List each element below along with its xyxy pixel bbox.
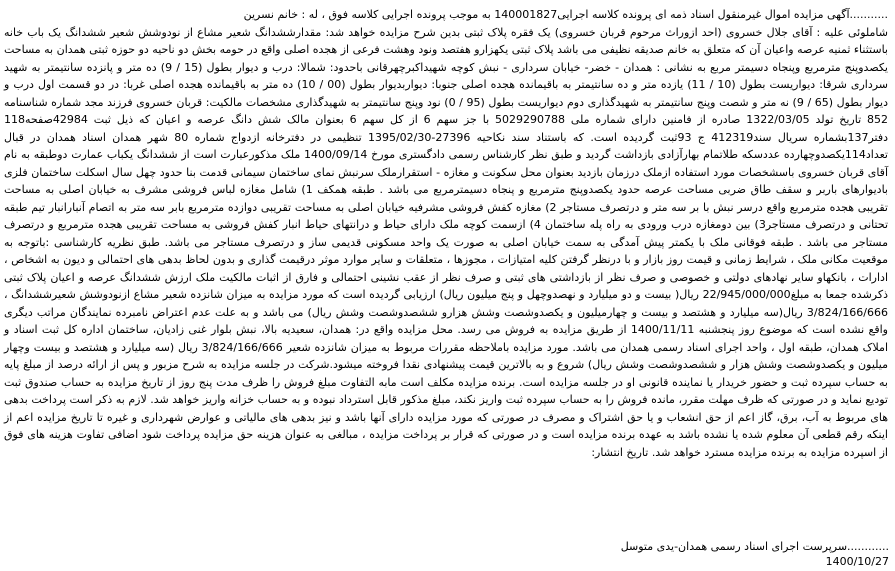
notice-date: 1400/10/27: [825, 555, 889, 568]
notice-title: ...........آگهی مزایده اموال غیرمنقول اسناد ذمه ای پرونده کلاسه اجرایی140001827 به موجب پرونده اجرایی کلاسه فوق ، له : خانم نسرین: [243, 8, 888, 21]
auction-notice: [4, 6, 888, 461]
notice-signature: ............سرپرست اجرای اسناد رسمی همدان-یدی متوسل: [620, 540, 889, 553]
notice-body: شاملوئی علیه : آقای جلال خسروی (احد ازوراث مرحوم قربان خسروی) یک فقره پلاک ثبتی بدین شرح مزایده خواهد شد: مقدارششدانگ شعیر مشاع از نودوشش شعیر ششدانگ یک باب خانه باستثناء ثمنیه عرصه واعیان آن که متعلق به خانم صدیقه نظیفی می باشد پلاک ثبتی یکهزارو هفتصد ونود وهشت فرعی از هجده اصلی واقع در حومه بخش دو ناحیه دو حوزه ثبتی همدان به مساحت یکصدوپنج مترمربع وپنجاه دسیمتر مربع به نشانی : همدان - خضر- خیابان سرداری - نبش کوچه شهیداکبرچهرقانی باحدود: شمالا: درب و دیوار بطول (15 / 9) ده متر و پانزده سانتیمتر به شهید سرداری شرقا: دیواریست بطول (10 / 11) یازده متر و ده سانتیمتر به باقیمانده هجده اصلی جنوبا: دیواربدیوار بطول (00 / 10) ده متر به باقیمانده هجده اصلی غربا: در دو قسمت اول درب و دیوار بطول (65 / 9) نه متر و شصت وپنج سانتیمتر به شهیدگذاری دوم دیواریست بطول (95 / 0) نود وپنج سانتیمتر به شهیدگذاری مشخصات مالکیت: قربان خسروی فرزند مجد شماره شناسنامه 852 تاریخ تولد 1322/03/05 صادره از فامنین دارای شماره ملی 5029290788 با جز سهم 6 از کل سهم 6 بعنوان مالک شش دانگ عرصه و اعیان که ذیل ثبت 42984صفحه118 دفتر137بشماره سریال سند412319 ج 93ثبت گردیده است. که باستناد سند نکاحیه 27396-1395/02/30 تنظیمی در دفترخانه ازدواج شماره 80 شهر همدان اسناد همدان در قبال تعداد114یکصدوچهارده عددسکه طلاتمام بهارآزادی بازداشت گردید و طبق نظر کارشناس رسمی دادگستری مورخ 1400/09/14 ملک مذکورعبارت است از ششدانگ یکباب عمارت دوطبقه به نام آقای قربان خسروی باسشخصات مورد استفاده ازملک درزمان بازدید بعنوان محل سکونت و مغازه - استقرارملک سرنبش نمای ساختمان سیمانی قدمت بنا حدود چهل سال اسکلت ساختمان فلزی بادیوارهای باربر و سقف طاق ضربی مساحت عرصه حدود یکصدوپنج مترمربع و پنجاه دسیمترمربع می باشد . طبقه همکف 1) شامل مغازه لباس فروشی مشرف به خیابان اصلی به مساحت تقریبی هجده مترمربع واقع درسر نبش با بر سه متر و درتصرف مستاجر 2) مغازه کفش فروشی مشرفیه خیابان اصلی به مساحت تقریبی دوازده مترمربع بابر سه متر به اتصام آنبارانبار تیم طبقه تحتانی و درتصرف مستاجر3) بین دومغازه درب ورودی به راه پله ساختمان 4) ازسمت کوچه ملک دارای حیاط و درانتهای حیاط انبار کفش فروشی به مساحت تقریبی هجده مترمربع و درتصرف مستاجر می باشد . طبقه فوقانی ملک با یکمتر پیش آمدگی به سمت خیابان اصلی به صورت یک واحد مسکونی قدیمی ساز و درتصرف مستاجر می باشد. طبق نظریه کارشناسی :باتوجه به موقعیت مکانی ملک ، شرایط زمانی و قیمت روز بازار و با درنظر گرفتن کلیه امتیازات ، مجوزها ، متعلقات و سایر موارد موثر درقیمت گذاری و بدون لحاظ بدهی های احتمالی و دیون به اشخاص ، ادارات ، بانکهاو سایر نهادهای دولتی و خصوصی و صرف نظر از بازداشتی های ثبتی و صرف نظر از عقب نشینی احتمالی و فارق از اثبات مالکیت ملک ارزش ششدانگ عرصه و اعیان پلاک ثبتی ذکرشده جمعا به مبلغ22/945/000/000 ریال( بیست و دو میلیارد و نهصدوچهل و پنج میلیون ریال) ارزیابی گردیده است که مورد مزایده به میزان شانزده شعیر مشاع ازنودوشش شعیرششدانگ ، 3/824/166/666 ریال(سه میلیارد و هشتصد و بیست و چهارمیلیون و یکصدوشصت وشش هزارو ششصدوشصت وشش ریال) می باشد و به علت عدم اعتراض نامبرده نمایندگان مراتب دیگری واقع نشده است که موضوع روز پنجشنبه 1400/11/11 از طریق مزایده به فروش می رسد. محل مزایده واقع در: همدان، سعیدیه بالا، نبش بلوار غنی زادیان، ساختمان اداره کل ثبت اسناد و املاک همدان، طبقه اول ، واحد اجرای اسناد رسمی همدان می باشد. مورد مزایده باملاحظه مقررات مربوط به میزان شانزده شعیر 3/824/166/666 ریال (سه میلیارد و هشتصد و بیست وچهار میلیون و یکصدوشصت وشش هزار و ششصدوشصت وشش ریال) شروع و به بالاترین قیمت پیشنهادی نقدا فروخته میشود.شرکت در جلسه مزایده به شرح مزبور و پس از ارائه درصد از مبلغ پایه به حساب سپرده ثبت و حضور خریدار یا نماینده قانونی او در جلسه مزایده است. برنده مزایده مکلف است مابه التفاوت مبلغ فروش را ظرف مدت پنج روز از تاریخ مزایده به حساب صندوق ثبت تودیع نماید و در صورتی که ظرف مهلت مقرر، مانده فروش را به حساب سپرده ثبت واریز نکند، مبلغ مذکور قابل استرداد نبوده و به حساب خزانه واریز خواهد شد. لازم به ذکر است پرداخت بدهی های مربوط به آب، برق، گاز اعم از حق انشعاب و یا حق اشتراک و مصرف در صورتی که مورد مزایده دارای آنها باشد و نیز بدهی های مالیاتی و عوارض شهرداری و غیره تا تاریخ مزایده اعم از اینکه رقم قطعی آن معلوم شده یا نشده باشد به عهده برنده مزایده است و در صورتی که قرار بر پرداخت مزایده ، مبالغی به عنوان هزینه حق مزایده پرداخت شود اضافی تفاوت هزینه های فوق از اسپرده مزایده به برنده مزایده مسترد خواهد شد. تاریخ انتشار:: [4, 25, 889, 459]
